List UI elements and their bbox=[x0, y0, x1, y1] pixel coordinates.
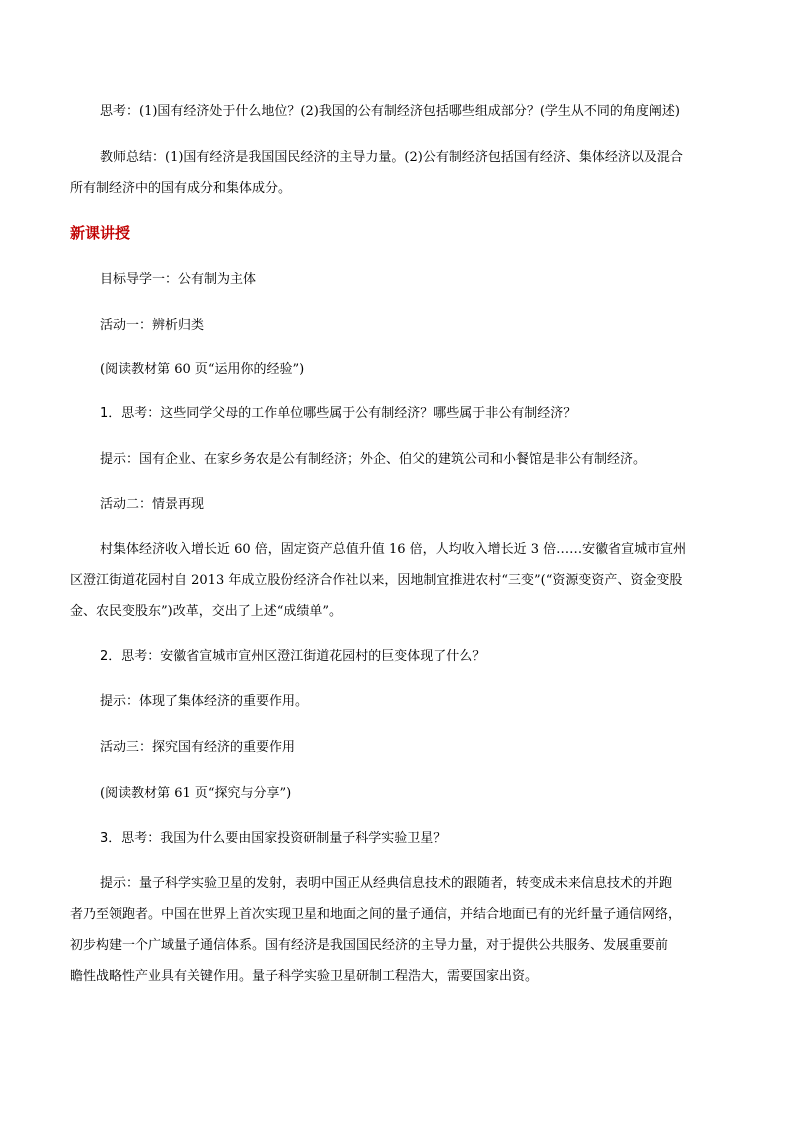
activity2-text-line1: 村集体经济收入增长近 60 倍，固定资产总值升值 16 倍，人均收入增长近 3 倍……安徽省宣城市宣州 bbox=[100, 542, 687, 557]
intro-summary-line1: 教师总结：(1)国有经济是我国国民经济的主导力量。(2)公有制经济包括国有经济、集体经济以及混合 bbox=[100, 150, 683, 165]
activity1-question: 1．思考：这些同学父母的工作单位哪些属于公有制经济？哪些属于非公有制经济？ bbox=[100, 406, 577, 421]
activity3-hint-line2: 者乃至领跑者。中国在世界上首次实现卫星和地面之间的量子通信，并结合地面已有的光纤量子通信网络， bbox=[70, 907, 682, 922]
activity2-text-line2: 区澄江街道花园村自 2013 年成立股份经济合作社以来，因地制宜推进农村“三变”(“资源变资产、资金变股 bbox=[70, 573, 683, 588]
activity1-title: 活动一：辨析归类 bbox=[100, 318, 205, 333]
activity2-text-line3: 金、农民变股东”)改革，交出了上述“成绩单”。 bbox=[70, 604, 343, 619]
activity3-question: 3．思考：我国为什么要由国家投资研制量子科学实验卫星？ bbox=[100, 831, 447, 846]
activity1-hint: 提示：国有企业、在家乡务农是公有制经济；外企、伯父的建筑公司和小餐馆是非公有制经济。 bbox=[100, 452, 647, 467]
goal-title: 目标导学一：公有制为主体 bbox=[100, 272, 257, 287]
activity3-hint-line1: 提示：量子科学实验卫星的发射，表明中国正从经典信息技术的跟随者，转变成未来信息技术的并跑 bbox=[100, 876, 673, 891]
activity3-title: 活动三：探究国有经济的重要作用 bbox=[100, 740, 296, 755]
intro-summary-line2: 所有制经济中的国有成分和集体成分。 bbox=[70, 181, 292, 196]
activity2-hint: 提示：体现了集体经济的重要作用。 bbox=[100, 694, 309, 709]
section-heading: 新课讲授 bbox=[70, 224, 131, 242]
activity2-question: 2．思考：安徽省宣城市宣州区澄江街道花园村的巨变体现了什么？ bbox=[100, 649, 486, 664]
intro-think: 思考：(1)国有经济处于什么地位？(2)我国的公有制经济包括哪些组成部分？(学生从不同的角度阐述) bbox=[100, 104, 680, 119]
activity3-hint-line4: 瞻性战略性产业具有关键作用。量子科学实验卫星研制工程浩大，需要国家出资。 bbox=[70, 969, 539, 984]
activity1-reading: (阅读教材第 60 页“运用你的经验”) bbox=[100, 362, 305, 377]
activity3-reading: (阅读教材第 61 页“探究与分享”) bbox=[100, 786, 292, 801]
activity2-title: 活动二：情景再现 bbox=[100, 497, 205, 512]
activity3-hint-line3: 初步构建一个广域量子通信体系。国有经济是我国国民经济的主导力量，对于提供公共服务、发展重要前 bbox=[70, 938, 669, 953]
